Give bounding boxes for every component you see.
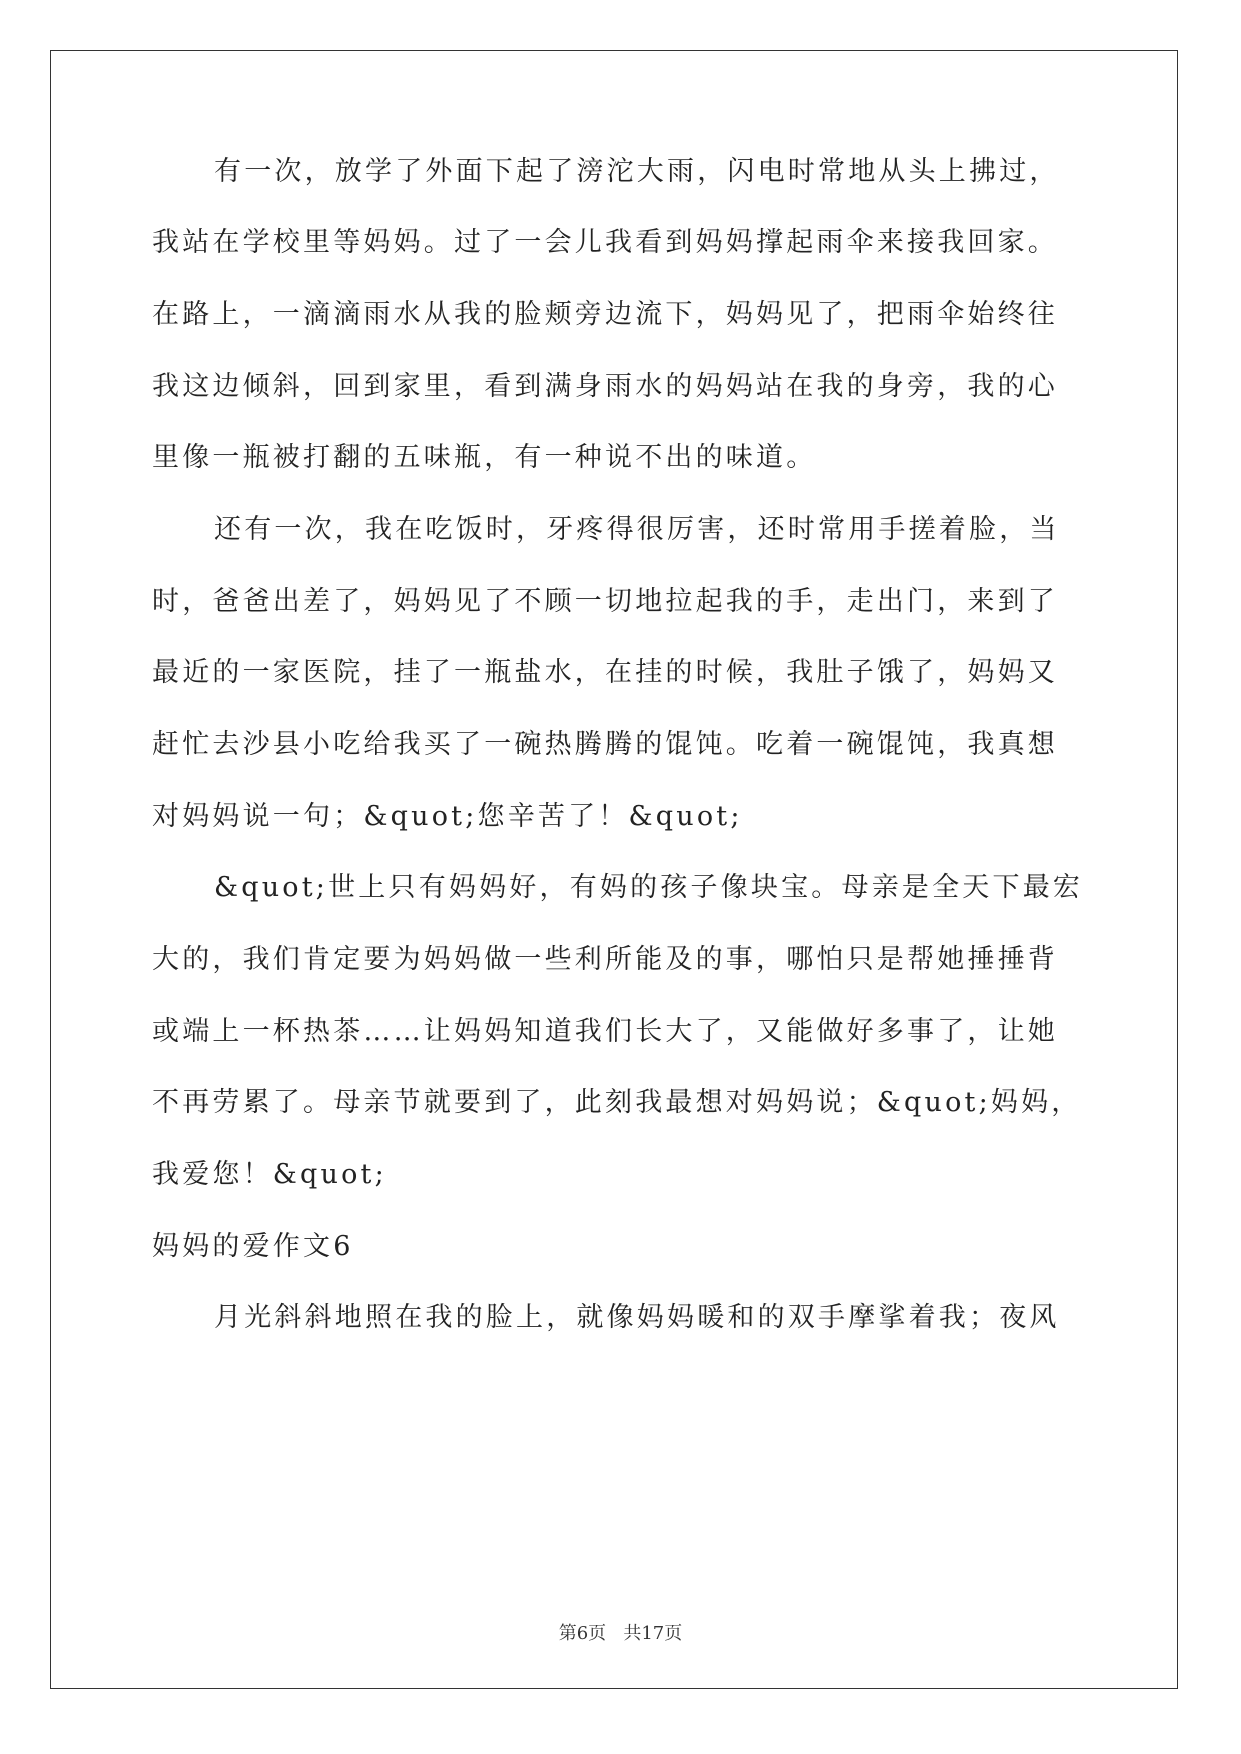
paragraph-3-line-1: &quot;世上只有妈妈好，有妈的孩子像块宝。母亲是全天下最宏 [214, 872, 1084, 903]
paragraph-3-line-5: 我爱您！&quot; [152, 1159, 387, 1190]
page-border [50, 50, 1178, 1689]
paragraph-3-line-3: 或端上一杯热茶……让妈妈知道我们长大了，又能做好多事了，让她 [152, 1016, 1058, 1047]
paragraph-1-line-3: 在路上，一滴滴雨水从我的脸颊旁边流下，妈妈见了，把雨伞始终往 [152, 299, 1058, 330]
paragraph-2-line-4: 赶忙去沙县小吃给我买了一碗热腾腾的馄饨。吃着一碗馄饨，我真想 [152, 729, 1058, 760]
paragraph-4-line-1: 月光斜斜地照在我的脸上，就像妈妈暖和的双手摩挲着我；夜风 [214, 1302, 1060, 1333]
paragraph-2-line-5: 对妈妈说一句；&quot;您辛苦了！&quot; [152, 801, 743, 832]
paragraph-2-line-2: 时，爸爸出差了，妈妈见了不顾一切地拉起我的手，走出门，来到了 [152, 586, 1058, 617]
paragraph-3-line-4: 不再劳累了。母亲节就要到了，此刻我最想对妈妈说；&quot;妈妈， [152, 1087, 1082, 1118]
paragraph-1-line-4: 我这边倾斜，回到家里，看到满身雨水的妈妈站在我的身旁，我的心 [152, 371, 1058, 402]
paragraph-3-line-2: 大的，我们肯定要为妈妈做一些利所能及的事，哪怕只是帮她捶捶背 [152, 944, 1058, 975]
paragraph-1-line-2: 我站在学校里等妈妈。过了一会儿我看到妈妈撑起雨伞来接我回家。 [152, 227, 1058, 258]
section-heading: 妈妈的爱作文6 [152, 1231, 354, 1262]
paragraph-1-line-1: 有一次，放学了外面下起了滂沱大雨，闪电时常地从头上拂过， [214, 156, 1060, 187]
page-footer: 第6页 共17页 [558, 1623, 683, 1644]
paragraph-2-line-1: 还有一次，我在吃饭时，牙疼得很厉害，还时常用手搓着脸，当 [214, 514, 1060, 545]
paragraph-2-line-3: 最近的一家医院，挂了一瓶盐水，在挂的时候，我肚子饿了，妈妈又 [152, 657, 1058, 688]
paragraph-1-line-5: 里像一瓶被打翻的五味瓶，有一种说不出的味道。 [152, 442, 817, 473]
